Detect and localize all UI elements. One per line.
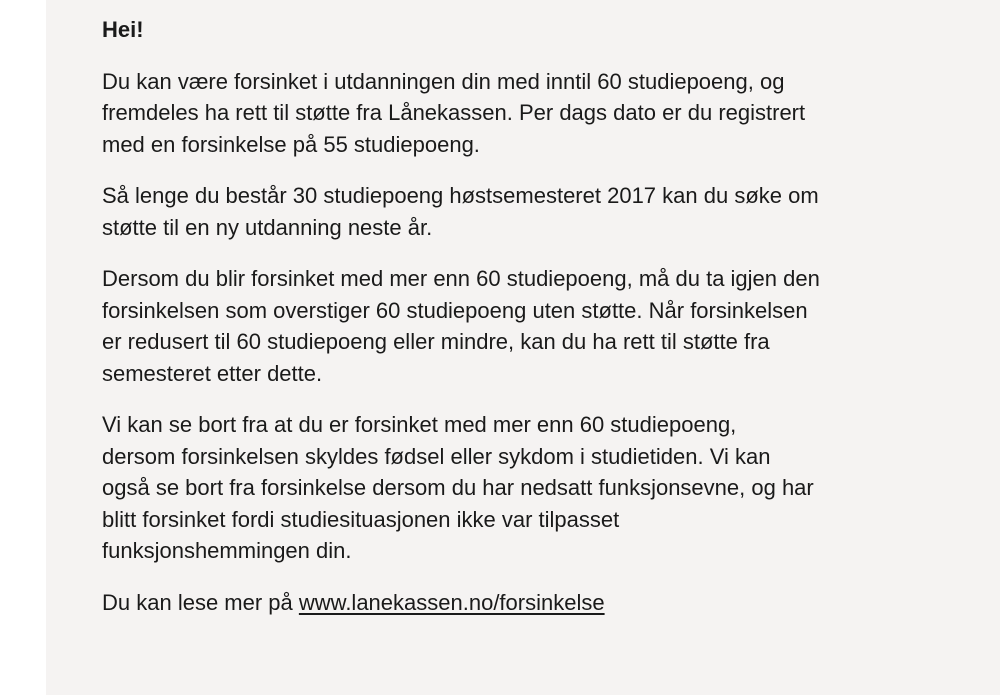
greeting: Hei! [102, 17, 144, 42]
closing-line [102, 587, 982, 619]
paragraph-exceeding-limit: Dersom du blir forsinket med mer enn 60 studiepoeng, må du ta igjen den forsinkelsen som overstiger 60 studiepoeng uten støtte. Når forsinkelsen er redusert til 60 studiepoeng eller mindre, kan du ha rett til støtte fra semesteret etter dette. [102, 266, 820, 386]
read-more-link[interactable]: www.lanekassen.no/forsinkelse [298, 589, 605, 615]
paragraph-exceptions: Vi kan se bort fra at du er forsinket med mer enn 60 studiepoeng, dersom forsinkelsen skyldes fødsel eller sykdom i studietiden. Vi kan også se bort fra forsinkelse dersom du har nedsatt funksjonsevne, og har blitt forsinket fordi studiesituasjonen ikke var tilpasset funksjonshemmingen din. [102, 412, 814, 563]
paragraph-new-education: Så lenge du består 30 studiepoeng høstsemesteret 2017 kan du søke om støtte til en ny utdanning neste år. [102, 183, 819, 240]
closing-prefix: Du kan lese mer på [102, 589, 299, 615]
message-body [102, 14, 982, 638]
paragraph-delay-limit: Du kan være forsinket i utdanningen din med inntil 60 studiepoeng, og fremdeles ha rett til støtte fra Lånekassen. Per dags dato er du registrert med en forsinkelse på 55 studiepoeng. [102, 68, 806, 157]
